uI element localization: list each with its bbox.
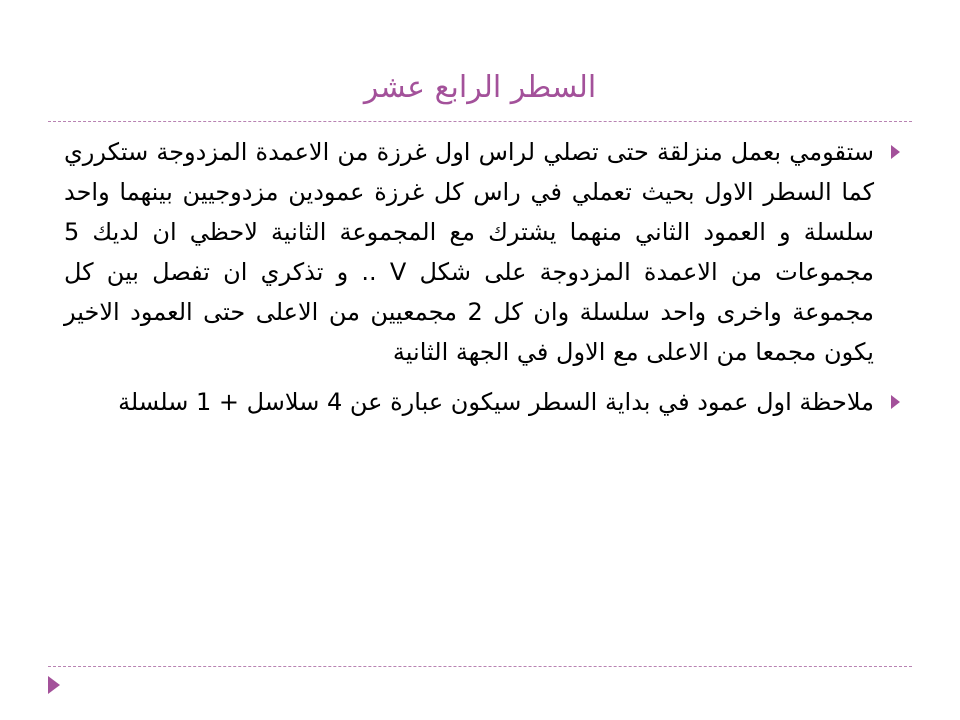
bullet-text: ملاحظة اول عمود في بداية السطر سيكون عبارة عن 4 سلاسل + 1 سلسلة (118, 388, 874, 416)
footer-divider (48, 666, 912, 667)
bullet-item (64, 132, 912, 372)
next-slide-arrow-icon[interactable] (48, 676, 60, 694)
slide-content (64, 132, 912, 432)
bullet-item (64, 382, 912, 422)
bullet-triangle-icon (891, 145, 900, 159)
bullet-triangle-icon (891, 395, 900, 409)
bullet-text: ستقومي بعمل منزلقة حتى تصلي لراس اول غرزة من الاعمدة المزدوجة ستكرري كما السطر الاول بحيث تعملي في راس كل غرزة عمودين مزدوجيين بينهما واحد سلسلة و العمود الثاني منهما يشترك مع المجموعة الثانية لاحظي ان لديك 5 مجموعات من الاعمدة المزدوجة على شكل V .. و تذكري ان تفصل بين كل مجموعة واخرى واحد سلسلة وان كل 2 مجمعيين من الاعلى حتى العمود الاخير يكون مجمعا من الاعلى مع الاول في الجهة الثانية (64, 138, 875, 366)
title-divider (48, 121, 912, 122)
slide-title: السطر الرابع عشر (363, 70, 597, 105)
